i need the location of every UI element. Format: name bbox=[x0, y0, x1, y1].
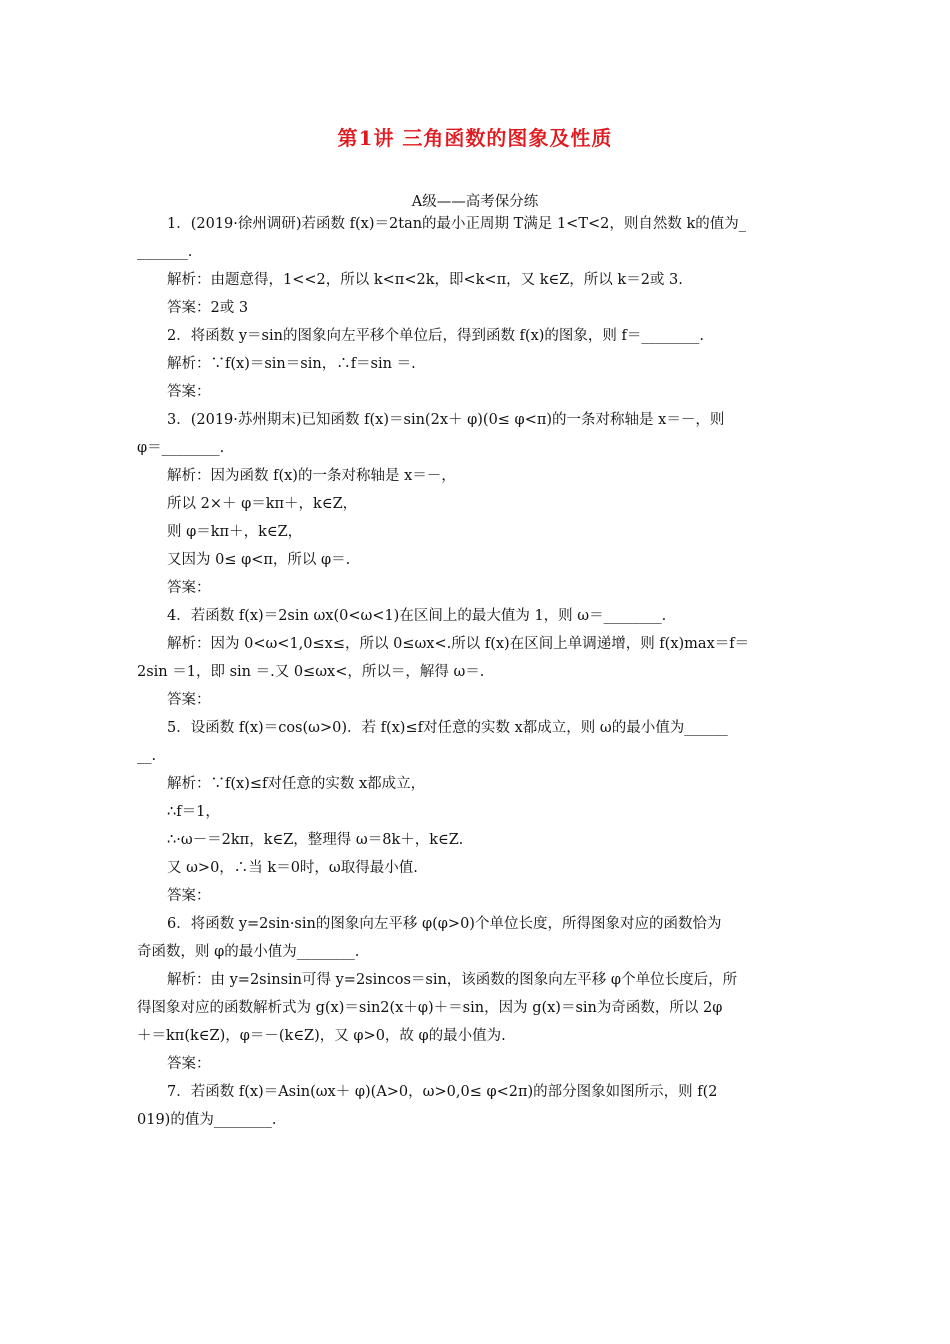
text-line: ∴·ω－＝2kπ，k∈Z，整理得 ω＝8k＋，k∈Z. bbox=[167, 832, 464, 848]
text-line: _______. bbox=[137, 244, 193, 260]
text-line: 7．若函数 f(x)＝Asin(ωx＋ φ)(A>0，ω>0,0≤ φ<2π)的部分图象如图所示，则 f(2 bbox=[167, 1084, 718, 1100]
text-line: 解析：由题意得，1<<2，所以 k<π<2k，即<k<π，又 k∈Z，所以 k＝2或 3. bbox=[167, 272, 683, 288]
text-line: 1．(2019·徐州调研)若函数 f(x)＝2tan的最小正周期 T满足 1<T<2，则自然数 k的值为_ bbox=[167, 216, 747, 232]
text-line: 2．将函数 y＝sin的图象向左平移个单位后，得到函数 f(x)的图象，则 f＝________. bbox=[167, 328, 704, 344]
text-line: 又 ω>0，∴当 k＝0时，ω取得最小值. bbox=[167, 860, 418, 876]
text-line: 解析：∵f(x)≤f对任意的实数 x都成立， bbox=[167, 776, 426, 792]
page-title: 第1讲 三角函数的图象及性质 bbox=[337, 126, 613, 150]
text-line: 3．(2019·苏州期末)已知函数 f(x)＝sin(2x＋ φ)(0≤ φ<π)的一条对称轴是 x＝－，则 bbox=[167, 412, 725, 428]
section-title: A级——高考保分练 bbox=[411, 194, 539, 210]
text-line: 4．若函数 f(x)＝2sin ωx(0<ω<1)在区间上的最大值为 1，则 ω＝________. bbox=[167, 608, 667, 624]
text-line: 解析：因为 0<ω<1,0≤x≤，所以 0≤ωx<.所以 f(x)在区间上单调递增，则 f(x)max＝f＝ bbox=[167, 636, 750, 652]
text-line: __. bbox=[137, 748, 157, 764]
document-body bbox=[137, 210, 817, 1134]
text-line: 019)的值为________. bbox=[137, 1112, 277, 1128]
text-line: 答案： bbox=[167, 384, 211, 400]
text-line: 答案：2或 3 bbox=[167, 300, 249, 316]
text-line: ＋＝kπ(k∈Z)，φ＝－(k∈Z)，又 φ>0，故 φ的最小值为. bbox=[137, 1028, 506, 1044]
text-line: 奇函数，则 φ的最小值为________. bbox=[137, 944, 360, 960]
text-line: ∴f＝1， bbox=[167, 804, 220, 820]
text-line: 答案： bbox=[167, 1056, 211, 1072]
text-line: 解析：由 y=2sinsin可得 y=2sincos＝sin，该函数的图象向左平移 φ个单位长度后，所 bbox=[167, 972, 738, 988]
text-line: 5．设函数 f(x)＝cos(ω>0)．若 f(x)≤f对任意的实数 x都成立，则 ω的最小值为______ bbox=[167, 720, 728, 736]
text-line: 答案： bbox=[167, 888, 211, 904]
text-line: 解析：因为函数 f(x)的一条对称轴是 x＝－， bbox=[167, 468, 456, 484]
text-line: φ＝________. bbox=[137, 440, 225, 456]
text-line: 解析：∵f(x)＝sin＝sin，∴f＝sin ＝. bbox=[167, 356, 416, 372]
text-line: 所以 2×＋ φ＝kπ＋，k∈Z， bbox=[167, 496, 358, 512]
text-line: 得图象对应的函数解析式为 g(x)＝sin2(x＋φ)＋＝sin，因为 g(x)＝sin为奇函数，所以 2φ bbox=[137, 1000, 723, 1016]
text-line: 2sin ＝1，即 sin ＝.又 0≤ωx<，所以＝，解得 ω＝. bbox=[137, 664, 485, 680]
text-line: 答案： bbox=[167, 692, 211, 708]
text-line: 又因为 0≤ φ<π，所以 φ＝. bbox=[167, 552, 351, 568]
text-line: 则 φ＝kπ＋，k∈Z， bbox=[167, 524, 303, 540]
text-line: 6．将函数 y=2sin·sin的图象向左平移 φ(φ>0)个单位长度，所得图象对应的函数恰为 bbox=[167, 916, 722, 932]
text-line: 答案： bbox=[167, 580, 211, 596]
